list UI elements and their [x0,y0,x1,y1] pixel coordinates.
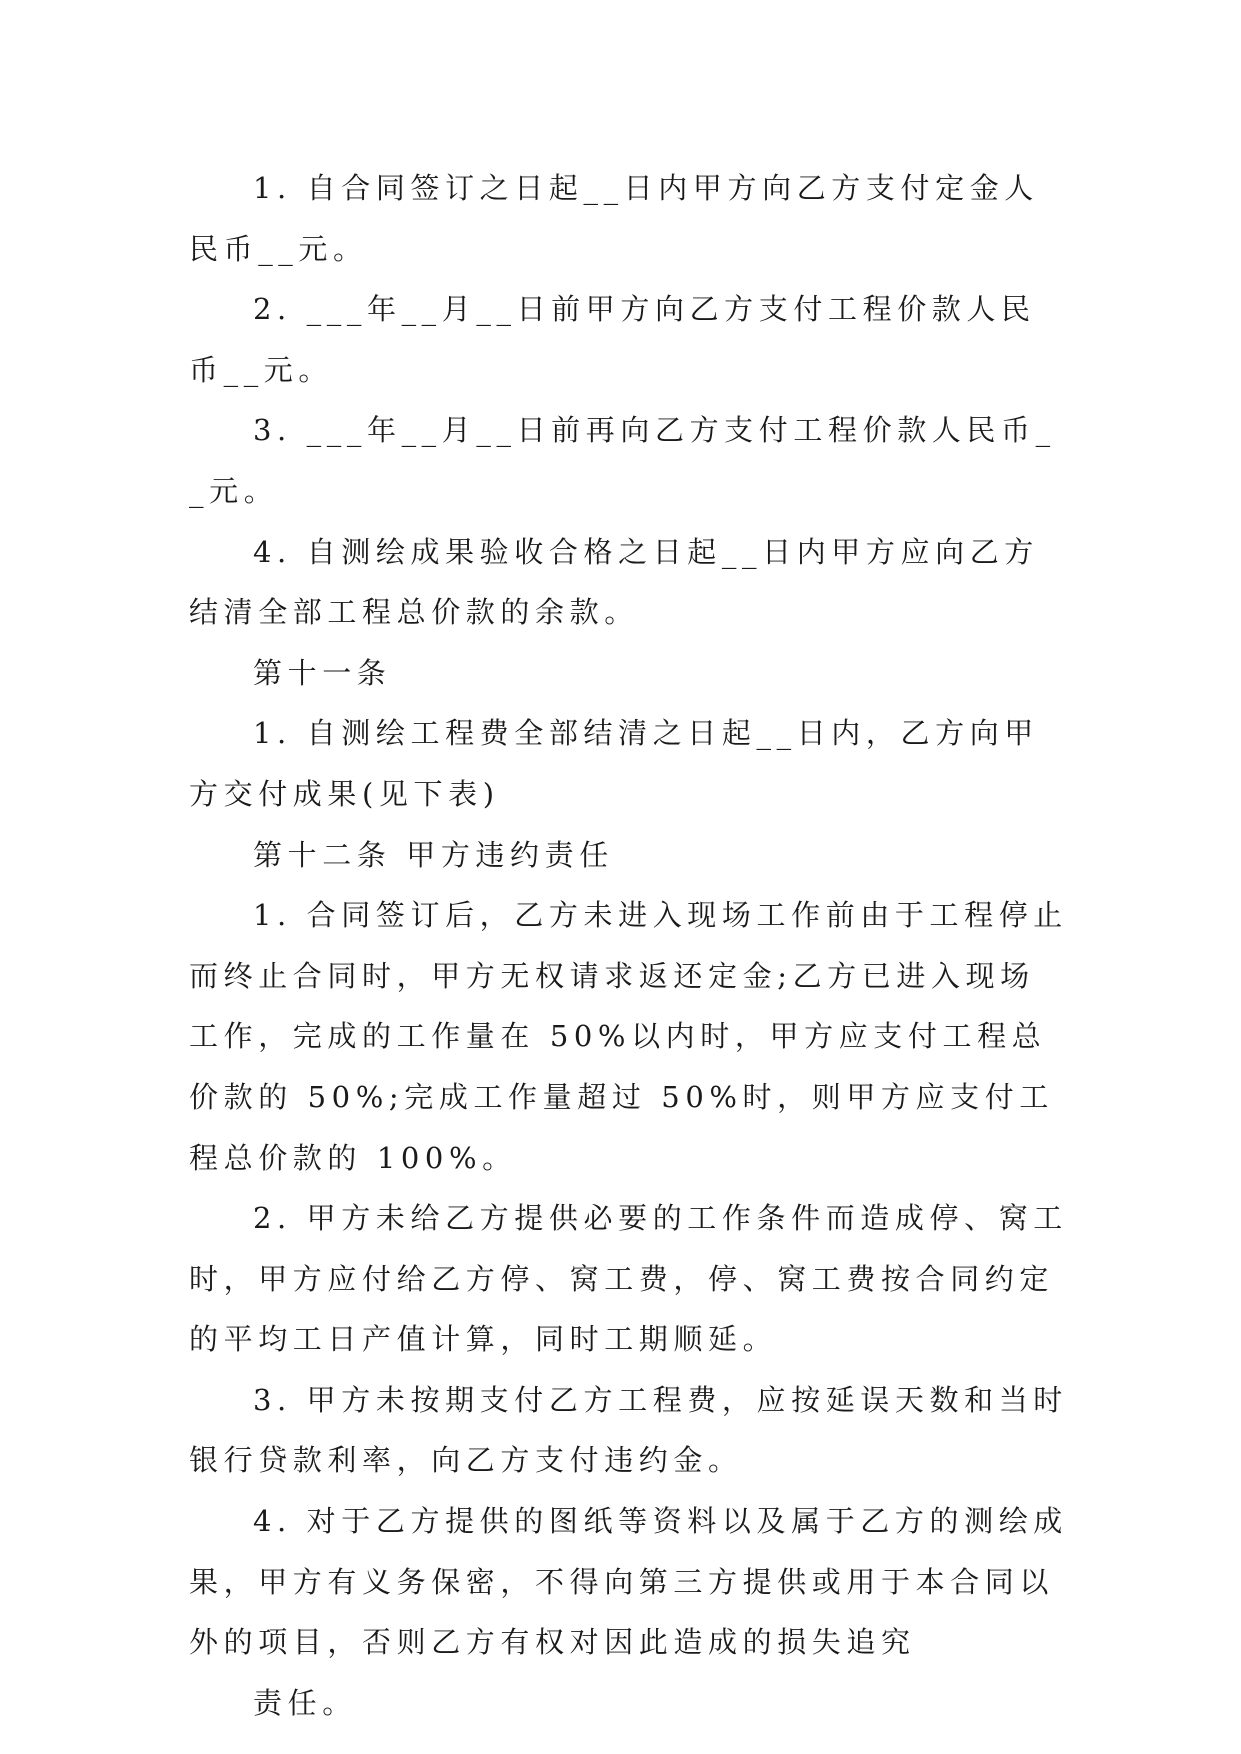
payment-clause-1: 1. 自合同签订之日起__日内甲方向乙方支付定金人民币__元。 [189,171,1039,266]
article-12-heading: 第十二条 甲方违约责任 [253,837,614,872]
article-12-clause-4: 4. 对于乙方提供的图纸等资料以及属于乙方的测绘成果，甲方有义务保密，不得向第三方提供或用于本合同以外的项目，否则乙方有权对因此造成的损失追究 [189,1504,1068,1660]
payment-clause-2: 2. ___年__月__日前甲方向乙方支付工程价款人民币__元。 [189,292,1036,387]
article-12-clause-2: 2. 甲方未给乙方提供必要的工作条件而造成停、窝工时，甲方应付给乙方停、窝工费，停、窝工费按合同约定的平均工日产值计算，同时工期顺延。 [189,1201,1068,1357]
article-12-clause-1: 1. 合同签订后，乙方未进入现场工作前由于工程停止而终止合同时，甲方无权请求返还定金;乙方已进入现场工作，完成的工作量在 50%以内时，甲方应支付工程总价款的 50%;完成工作量超过 50%时，则甲方应支付工程总价款的 100%。 [189,898,1068,1175]
article-12-clause-3: 3. 甲方未按期支付乙方工程费，应按延误天数和当时银行贷款利率，向乙方支付违约金。 [189,1382,1068,1478]
article-11-clause-1: 1. 自测绘工程费全部结清之日起__日内，乙方向甲方交付成果(见下表) [189,716,1039,811]
article-11-heading: 第十一条 [253,655,392,690]
payment-clause-4: 4. 自测绘成果验收合格之日起__日内甲方应向乙方结清全部工程总价款的余款。 [189,534,1039,630]
document-body [189,158,1069,1733]
payment-clause-3: 3. ___年__月__日前再向乙方支付工程价款人民币__元。 [189,413,1056,508]
article-12-clause-4-continued: 责任。 [253,1685,357,1720]
